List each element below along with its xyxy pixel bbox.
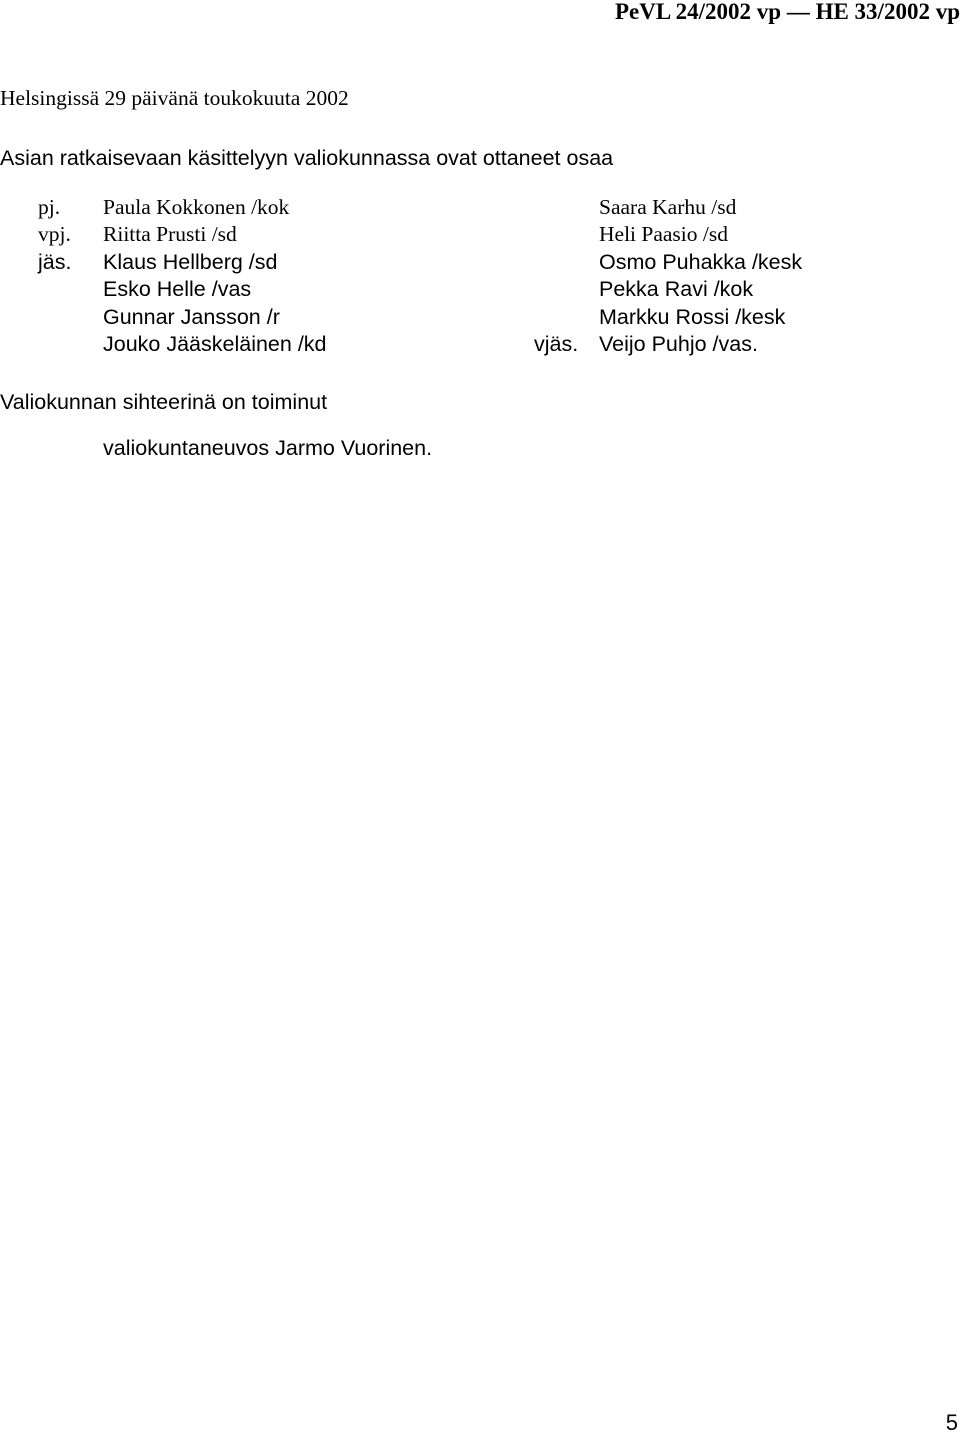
member-row (0, 250, 960, 277)
date-line: Helsingissä 29 päivänä toukokuuta 2002 (0, 86, 349, 110)
member-name-left: Paula Kokkonen /kok (103, 195, 290, 219)
member-list (0, 195, 960, 359)
member-name-left: Gunnar Jansson /r (103, 304, 280, 329)
document-reference-header: PeVL 24/2002 vp — HE 33/2002 vp (614, 0, 960, 24)
member-role-left: vpj. (38, 222, 71, 247)
member-name-left: Riitta Prusti /sd (103, 222, 237, 247)
member-row (0, 222, 960, 249)
member-name-right: Osmo Puhakka /kesk (599, 249, 803, 274)
page-number: 5 (945, 1410, 958, 1435)
secretary-label: Valiokunnan sihteerinä on toiminut (0, 390, 328, 414)
member-name-right: Markku Rossi /kesk (599, 304, 786, 329)
member-row (0, 305, 960, 332)
member-name-left: Klaus Hellberg /sd (103, 249, 278, 274)
participants-intro: Asian ratkaisevaan käsittelyyn valiokunnassa ovat ottaneet osaa (0, 146, 614, 170)
member-row (0, 195, 960, 222)
member-name-right: Heli Paasio /sd (599, 222, 728, 247)
member-role-right: vjäs. (534, 331, 579, 356)
member-name-left: Jouko Jääskeläinen /kd (103, 331, 327, 356)
member-role-left: pj. (38, 195, 61, 219)
secretary-name: valiokuntaneuvos Jarmo Vuorinen. (103, 436, 433, 460)
member-name-right: Veijo Puhjo /vas. (599, 331, 758, 356)
member-name-right: Pekka Ravi /kok (599, 277, 754, 302)
member-row (0, 332, 960, 359)
member-name-right: Saara Karhu /sd (599, 195, 737, 219)
member-row (0, 277, 960, 304)
member-name-left: Esko Helle /vas (103, 277, 252, 302)
member-role-left: jäs. (38, 249, 72, 274)
